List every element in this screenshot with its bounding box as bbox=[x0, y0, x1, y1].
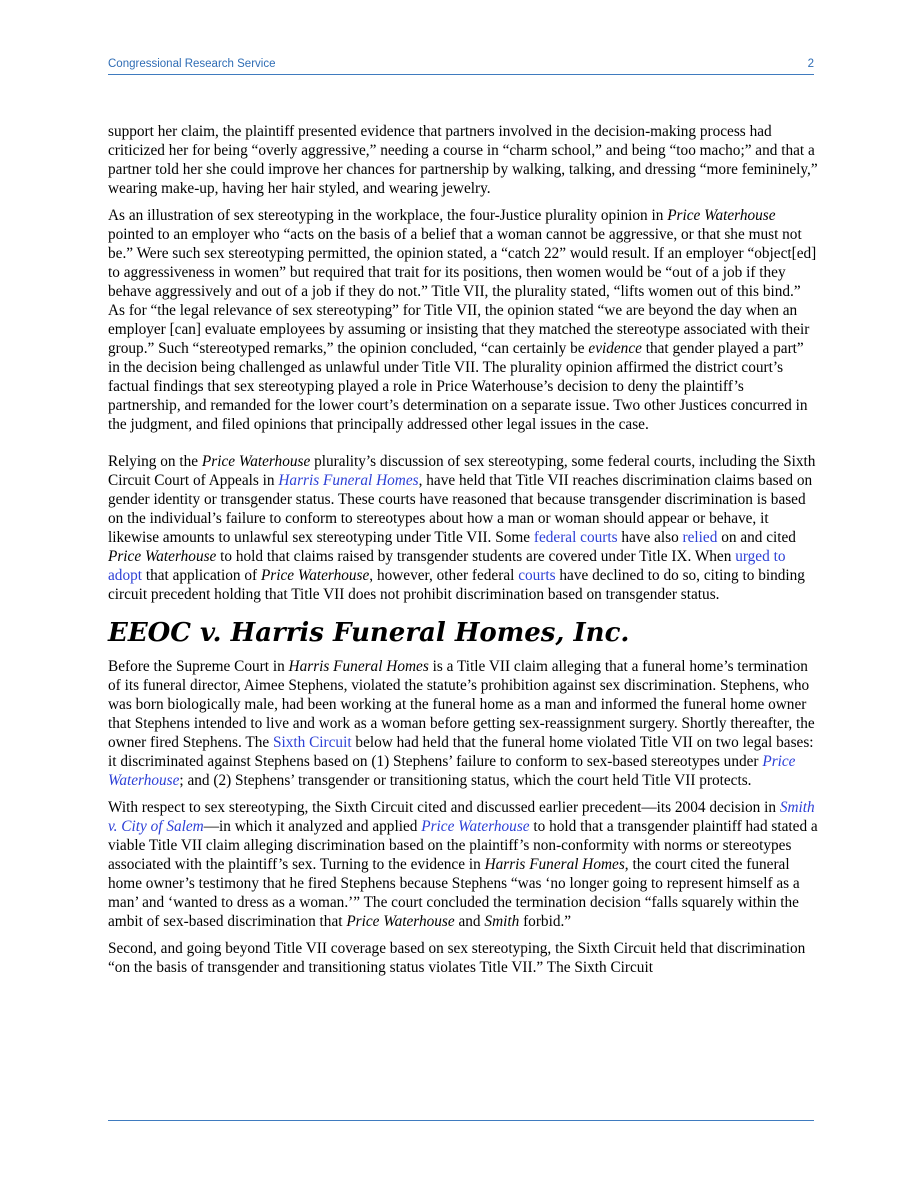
link-relied[interactable]: relied bbox=[682, 529, 718, 546]
case-name: Price Waterhouse bbox=[260, 567, 370, 584]
text-run: , have held that Title VII reaches discrimination claims based on gender identity or transgender status. These courts have reasoned that because transgender discrimination is based on the individual’s failure to conform to stereotypes about how a man or woman should appear or behave, it likewise amounts to unlawful sex stereotyping under Title VII. Some bbox=[108, 472, 813, 546]
text-run: that gender played a part” in the decision being challenged as unlawful under Title VII. The plurality opinion affirmed the district court’s factual findings that sex stereotyping played a role in Price Waterhouse’s decision to deny the plaintiff’s partnership, and remanded for the lower court’s determination on a separate issue. Two other Justices concurred in the judgment, and filed opinions that principally addressed other legal issues in the case. bbox=[108, 340, 808, 433]
case-name: Price Waterhouse bbox=[201, 453, 311, 470]
link-harris-funeral-homes[interactable] bbox=[278, 472, 418, 489]
case-name: Price Waterhouse bbox=[108, 548, 217, 565]
text-run: have also bbox=[617, 529, 683, 546]
case-name: Price Waterhouse bbox=[346, 913, 455, 930]
section-heading: EEOC v. Harris Funeral Homes, Inc. bbox=[108, 618, 630, 648]
link-urged-to-adopt[interactable]: urged to adopt bbox=[108, 548, 786, 584]
link-text: Smith v. City of Salem bbox=[108, 799, 815, 835]
text-run: to hold that claims raised by transgender students are covered under Title IX. When bbox=[216, 548, 736, 565]
text-run: —in which it analyzed and applied bbox=[203, 818, 422, 835]
text-run: Relying on the bbox=[108, 453, 202, 470]
emphasis: evidence bbox=[588, 340, 642, 357]
text-run: As an illustration of sex stereotyping in the workplace, the four-Justice plurality opinion in bbox=[108, 207, 668, 224]
paragraph-6: Second, and going beyond Title VII coverage based on sex stereotyping, the Sixth Circuit held that discrimination “on the basis of transgender and transitioning status violates Title VII.” The Sixth Circuit bbox=[108, 940, 806, 976]
case-name: Harris Funeral Homes bbox=[288, 658, 429, 675]
text-run: and bbox=[454, 913, 485, 930]
text-run: that application of bbox=[142, 567, 261, 584]
text-run: With respect to sex stereotyping, the Sixth Circuit cited and discussed earlier precedent—its 2004 decision in bbox=[108, 799, 780, 816]
paragraph-3 bbox=[108, 452, 818, 604]
link-text: Harris Funeral Homes bbox=[278, 472, 419, 489]
header-page-number: 2 bbox=[807, 58, 814, 70]
text-run: forbid.” bbox=[519, 913, 572, 930]
case-name: Harris Funeral Homes bbox=[484, 856, 625, 873]
link-sixth-circuit[interactable]: Sixth Circuit bbox=[272, 734, 352, 751]
link-text: Price Waterhouse bbox=[421, 818, 530, 835]
link-text: Price Waterhouse bbox=[108, 753, 796, 789]
text-run: below had held that the funeral home violated Title VII on two legal bases: it discriminated against Stephens based on (1) Stephens’ failure to conform to sex-based stereotypes under bbox=[108, 734, 814, 770]
text-run: pointed to an employer who “acts on the basis of a belief that a woman cannot be aggressive, or that she must not be.” Were such sex stereotyping permitted, the opinion stated, a “catch 22” would result. If an employer “object[ed] to aggressiveness in women” but required that trait for its positions, then women would be “out of a job if they behave aggressively and out of a job if they do not.” Title VII, the plurality stated, “lifts women out of this bind.” As for “the legal relevance of sex stereotyping” for Title VII, the opinion stated “we are beyond the day when an employer [can] evaluate employees by assuming or insisting that they matched the stereotype associated with their group.” Such “stereotyped remarks,” the opinion concluded, “can certainly be bbox=[108, 226, 817, 357]
footer-rule bbox=[108, 1120, 814, 1121]
text-run: ; and (2) Stephens’ transgender or transitioning status, which the court held Title VII protects. bbox=[179, 772, 752, 789]
page-header bbox=[108, 58, 814, 75]
text-run: on and cited bbox=[717, 529, 796, 546]
document-body bbox=[108, 122, 818, 985]
case-name: Price Waterhouse bbox=[667, 207, 776, 224]
paragraph-4 bbox=[108, 657, 818, 790]
link-price-waterhouse[interactable] bbox=[421, 818, 529, 835]
link-courts[interactable]: courts bbox=[518, 567, 556, 584]
paragraph-1: support her claim, the plaintiff presented evidence that partners involved in the decision-making process had criticized her for being “overly aggressive,” needing a course in “charm school,” and being “too macho;” and that a partner told her she could improve her chances for partnership by walking, talking, and dressing “more femininely,” wearing make-up, having her hair styled, and wearing jewelry. bbox=[108, 123, 818, 197]
text-run: , however, other federal bbox=[369, 567, 519, 584]
paragraph-5 bbox=[108, 798, 818, 931]
text-run: plurality’s discussion of sex stereotyping, some federal courts, including the Sixth Circuit Court of Appeals in bbox=[108, 453, 816, 489]
link-federal-courts[interactable]: federal courts bbox=[533, 529, 618, 546]
paragraph-2 bbox=[108, 206, 818, 434]
case-name: Smith bbox=[484, 913, 520, 930]
text-run: Before the Supreme Court in bbox=[108, 658, 289, 675]
text-run: , the court cited the funeral home owner’s testimony that he fired Stephens because Stephens “was ‘no longer going to represent himself as a man’ and ‘wanted to dress as a woman.’” The court concluded the termination decision “falls squarely within the ambit of sex-based discrimination that bbox=[108, 856, 800, 930]
text-run: have declined to do so, citing to binding circuit precedent holding that Title VII does not prohibit discrimination based on transgender status. bbox=[108, 567, 805, 603]
header-org-name: Congressional Research Service bbox=[108, 58, 276, 70]
text-run: to hold that a transgender plaintiff had stated a viable Title VII claim alleging discrimination based on the plaintiff’s non-conformity with norms or stereotypes associated with the plaintiff’s sex. Turning to the evidence in bbox=[108, 818, 818, 873]
text-run: is a Title VII claim alleging that a funeral home’s termination of its funeral director, Aimee Stephens, violated the statute’s prohibition against sex discrimination. Stephens, who was born biologically male, had been working at the funeral home as a man and informed the funeral home owner that Stephens intended to live and work as a woman before getting sex-reassignment surgery. Shortly thereafter, the owner fired Stephens. The bbox=[108, 658, 815, 751]
